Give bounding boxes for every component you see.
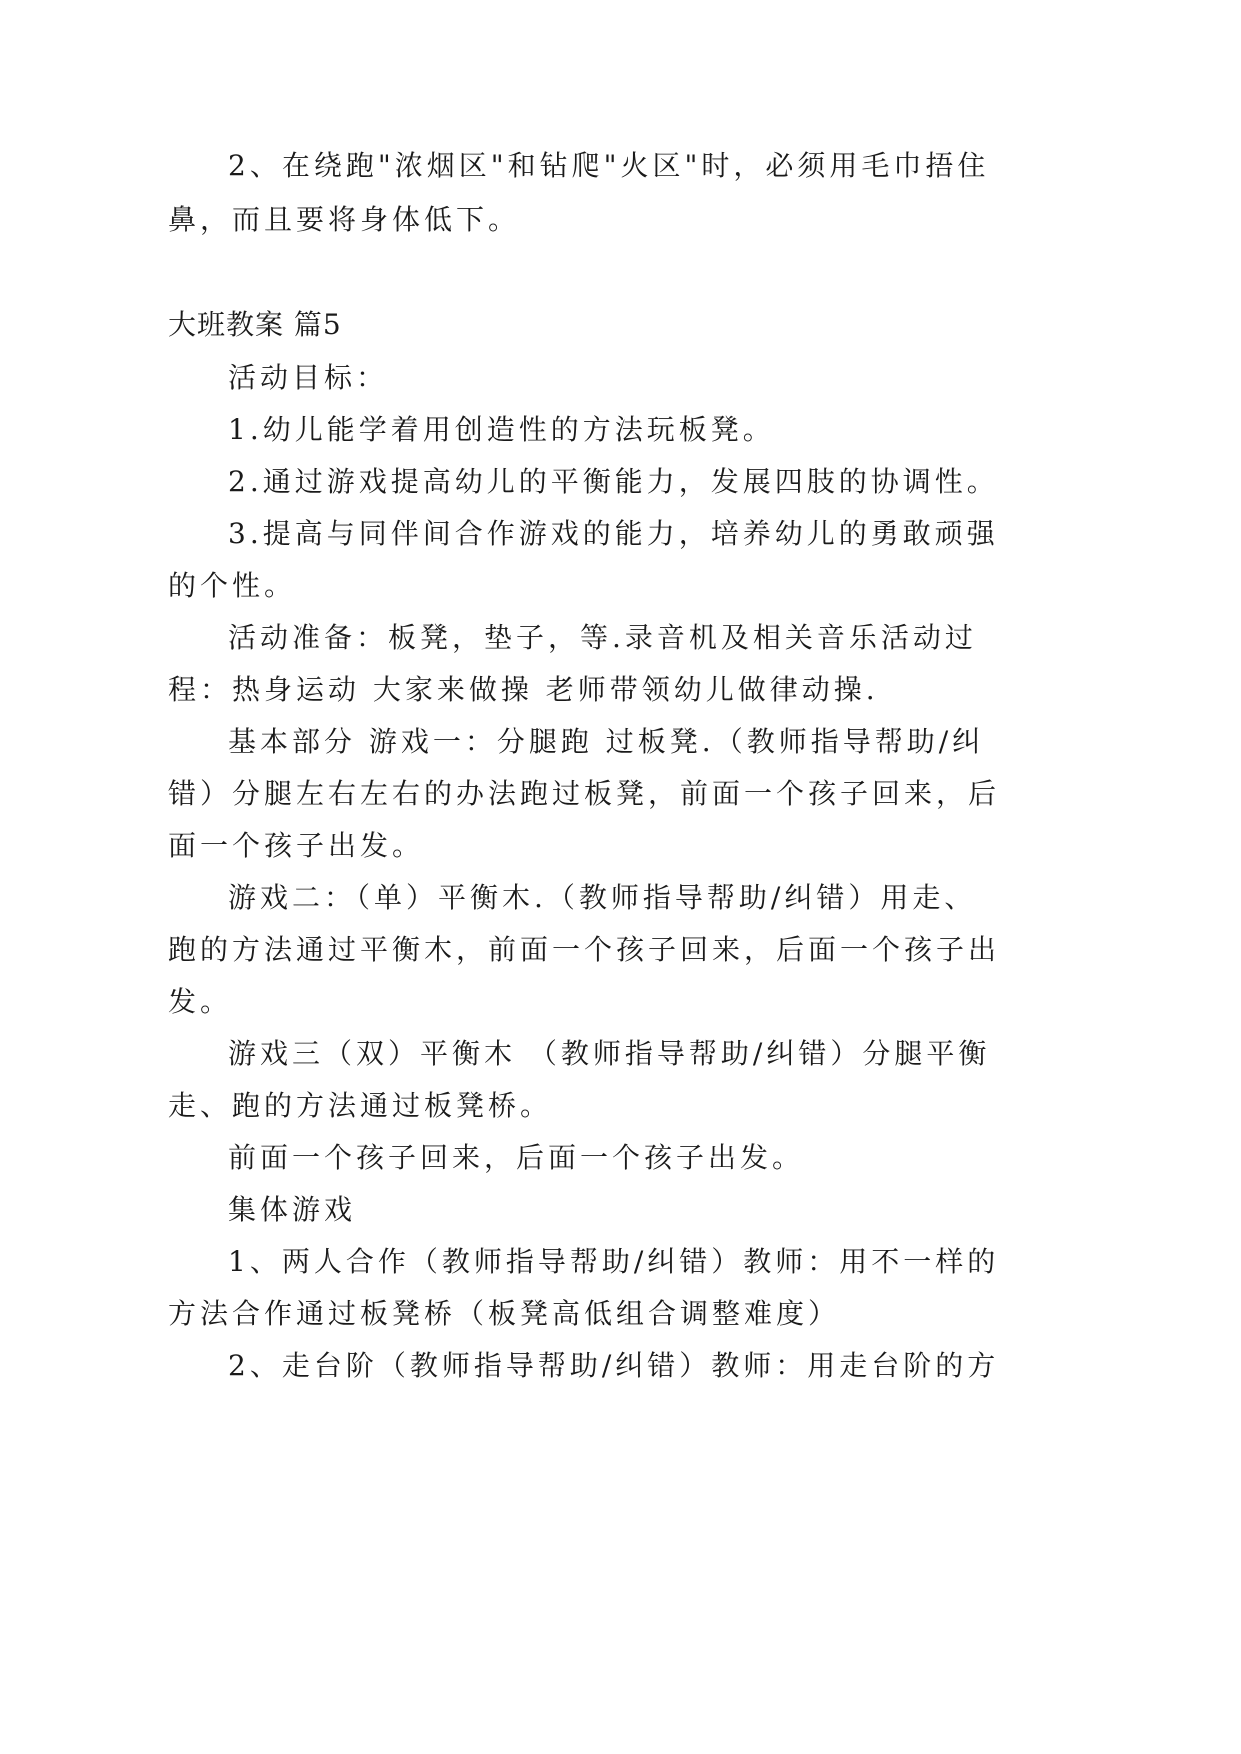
paragraph-line: 错）分腿左右左右的办法跑过板凳，前面一个孩子回来，后: [168, 777, 1001, 810]
paragraph-line: 活动目标：: [228, 361, 389, 394]
paragraph-line: 2、走台阶（教师指导帮助/纠错）教师：用走台阶的方: [228, 1349, 1000, 1382]
paragraph-line: 2、在绕跑"浓烟区"和钻爬"火区"时，必须用毛巾捂住: [228, 149, 990, 182]
paragraph-line: 1.幼儿能学着用创造性的方法玩板凳。: [228, 413, 775, 446]
paragraph-line: 跑的方法通过平衡木，前面一个孩子回来，后面一个孩子出: [168, 933, 1001, 966]
paragraph-line: 活动准备：板凳，垫子，等.录音机及相关音乐活动过: [228, 621, 977, 654]
paragraph-line: 基本部分 游戏一：分腿跑 过板凳.（教师指导帮助/纠: [228, 725, 985, 758]
paragraph-line: 1、两人合作（教师指导帮助/纠错）教师：用不一样的: [228, 1245, 1000, 1278]
paragraph-line: 集体游戏: [228, 1193, 357, 1226]
section-heading: 大班教案 篇5: [168, 308, 342, 341]
paragraph-line: 游戏二：（单）平衡木.（教师指导帮助/纠错）用走、: [228, 881, 977, 914]
paragraph-line: 游戏三（双）平衡木 （教师指导帮助/纠错）分腿平衡: [228, 1037, 991, 1070]
paragraph-line: 发。: [168, 985, 233, 1018]
paragraph-line: 方法合作通过板凳桥（板凳高低组合调整难度）: [168, 1297, 841, 1330]
paragraph-line: 的个性。: [168, 569, 297, 602]
paragraph-line: 走、跑的方法通过板凳桥。: [168, 1089, 553, 1122]
paragraph-line: 前面一个孩子回来，后面一个孩子出发。: [228, 1141, 805, 1174]
paragraph-line: 2.通过游戏提高幼儿的平衡能力，发展四肢的协调性。: [228, 465, 999, 498]
paragraph-line: 面一个孩子出发。: [168, 829, 425, 862]
paragraph-line: 程：热身运动 大家来做操 老师带领幼儿做律动操.: [168, 673, 879, 706]
paragraph-line: 鼻，而且要将身体低下。: [168, 203, 521, 236]
paragraph-line: 3.提高与同伴间合作游戏的能力，培养幼儿的勇敢顽强: [228, 517, 999, 550]
